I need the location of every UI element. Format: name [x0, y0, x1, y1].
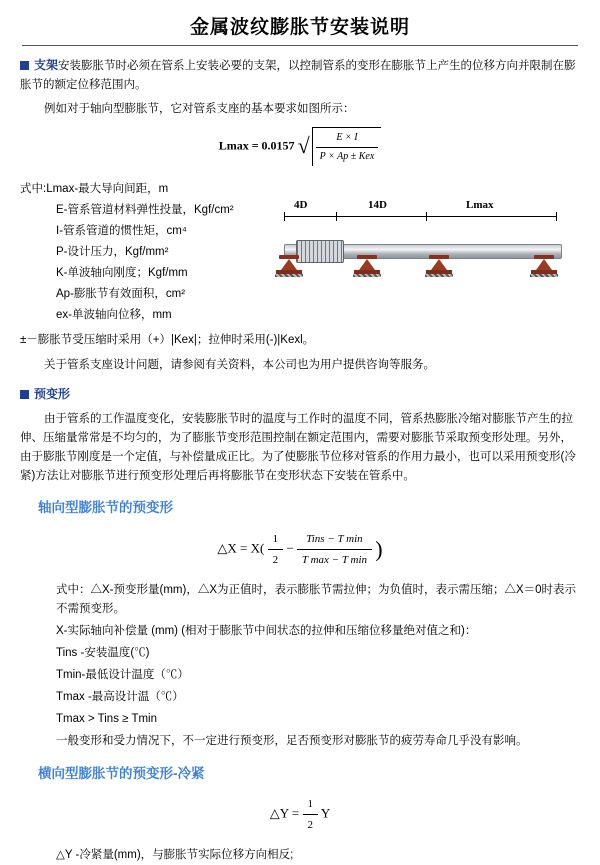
bullet-square-icon: [20, 61, 29, 70]
lmax-frac-numerator: E × I: [316, 130, 379, 149]
axial-line: Tins -安装温度(℃): [56, 646, 150, 659]
definition-item: 式中:Lmax-最大导向间距，m: [20, 182, 169, 195]
axial-formula: [20, 530, 580, 569]
axial-line: 式中：△X-预变形量(mm)，△X为正值时，表示膨胀节需拉伸；为负值时，表示需压缩；△X＝0时表示不需预变形。: [56, 584, 577, 615]
section-bracket-heading: [20, 56, 580, 95]
axial-line: Tmax -最高设计温（℃）: [56, 690, 184, 703]
figure-label-lmax: Lmax: [466, 198, 494, 211]
axial-half-den: 2: [272, 553, 279, 566]
lmax-frac-denominator: P × Ap ± Kex: [319, 151, 375, 163]
lmax-formula: [20, 127, 580, 166]
support-triangle: [431, 259, 447, 270]
definition-list: [20, 174, 270, 331]
section-lateral-heading: 横向型膨胀节的预变形-冷紧: [38, 765, 205, 781]
figure-label-4d: 4D: [294, 198, 308, 211]
axial-formula-half: [268, 530, 284, 569]
section-predeform-heading-text: 预变形: [34, 386, 71, 401]
sqrt-icon: √: [297, 133, 310, 159]
support-icon: [354, 255, 380, 277]
axial-line: Tmax > Tins ≥ Tmin: [56, 712, 157, 725]
section-bracket-para3: 关于管系支座设计问题，请参阅有关资料，本公司也为用户提供咨询等服务。: [44, 358, 435, 371]
dim-tick: [556, 212, 557, 221]
document-body: [0, 56, 600, 865]
axial-formula-temp-frac: [297, 530, 372, 569]
pipe-assembly: [276, 222, 566, 284]
support-ground: [425, 274, 453, 277]
section-bracket-para1: 安装膨胀节时必须在管系上安装必要的支架，以控制管系的变形在膨胀节上产生的位移方向并限制在膨胀节的额定位移范围内。: [20, 60, 576, 91]
lmax-fraction: [312, 127, 382, 166]
definitions-and-figure: [20, 174, 580, 331]
definition-item: ±－膨胀节受压缩时采用（+）|Kex|；拉伸时采用(-)|Kexl。: [20, 333, 315, 346]
support-icon: [531, 255, 557, 277]
bellows-icon: [296, 240, 344, 263]
axial-formula-lhs: △X = X(: [217, 540, 265, 556]
lmax-formula-lhs: Lmax = 0.0157: [218, 138, 295, 153]
lateral-formula-half: [303, 795, 319, 834]
section-predeform-heading: [20, 385, 580, 405]
definition-item: I-管系管道的惯性矩，cm⁴: [56, 224, 187, 237]
axial-temp-num: Tins − T min: [297, 530, 372, 550]
lateral-line: △Y -冷紧量(mm)，与膨胀节实际位移方向相反;: [56, 849, 294, 862]
definition-item: P-设计压力，Kgf/mm²: [56, 245, 169, 258]
support-triangle: [536, 259, 552, 270]
axial-temp-den: T max − T min: [301, 553, 368, 566]
support-triangle: [359, 259, 375, 270]
document-page: [0, 12, 600, 862]
lateral-formula: [20, 795, 580, 834]
axial-formula-rhs: ): [375, 536, 383, 562]
figure-labels: [276, 196, 566, 212]
definition-item: Ap-膨胀节有效面积，cm²: [56, 287, 186, 300]
figure-dimension-line: [276, 212, 566, 220]
definition-item: E-管系管道材料弹性投量，Kgf/cm²: [56, 203, 234, 216]
dim-segment-lmax: [426, 216, 556, 217]
section-axial-heading: 轴向型膨胀节的预变形: [38, 500, 173, 516]
lateral-formula-rhs: Y: [320, 805, 331, 821]
support-icon: [426, 255, 452, 277]
section-predeform-para1: 由于管系的工作温度变化，安装膨胀节时的温度与工作时的温度不同，管系热膨胀冷缩对膨胀节产生的拉伸、压缩量常常是不均匀的，为了膨胀节变形范围控制在额定范围内，需要对膨胀节采取预变形处理。另外，由于膨胀节刚度是一个定值，与补偿量成正比。为了使膨胀节位移对管系的作用力最小，也可以采用预变形(冷紧)方法让对膨胀节进行预变形处理后再将膨胀节在变形状态下安装在管系中。: [20, 412, 576, 482]
figure-label-14d: 14D: [368, 198, 387, 211]
definition-item: ex-单波轴向位移，mm: [56, 308, 172, 321]
lmax-frac: [316, 130, 379, 166]
figure-column: [276, 174, 580, 291]
support-ground: [275, 274, 303, 277]
dim-segment-14d: [336, 216, 426, 217]
bullet-square-icon: [20, 390, 29, 399]
expansion-joint-figure: [276, 196, 566, 291]
support-ground: [353, 274, 381, 277]
lateral-formula-lhs: △Y =: [269, 805, 300, 821]
definition-item: K-单波轴向刚度；Kgf/mm: [56, 266, 188, 279]
section-bracket-para2: 例如对于轴向型膨胀节，它对管系支座的基本要求如图所示：: [44, 102, 355, 115]
axial-formula-minus: −: [286, 540, 294, 556]
lateral-half-den: 2: [307, 819, 314, 832]
axial-line: Tmin-最低设计温度（℃）: [56, 668, 189, 681]
support-triangle: [281, 259, 297, 270]
support-ground: [530, 274, 558, 277]
page-title: 金属波纹膨胀节安装说明: [189, 17, 410, 38]
axial-line: 一般变形和受力情况下，不一定进行预变形，足否预变形对膨胀节的疲劳寿命几乎没有影响。: [56, 734, 528, 747]
title-divider: [22, 45, 578, 46]
support-icon: [276, 255, 302, 277]
lateral-half-num: 1: [303, 795, 319, 815]
dim-segment-4d: [284, 216, 336, 217]
section-bracket-heading-text: 支架: [34, 58, 59, 72]
lmax-formula-inner: [219, 127, 382, 166]
axial-half-num: 1: [268, 530, 284, 550]
axial-line: X-实际轴向补偿量 (mm) (相对于膨胀节中间状态的拉伸和压缩位移量绝对值之和)：: [56, 624, 477, 637]
